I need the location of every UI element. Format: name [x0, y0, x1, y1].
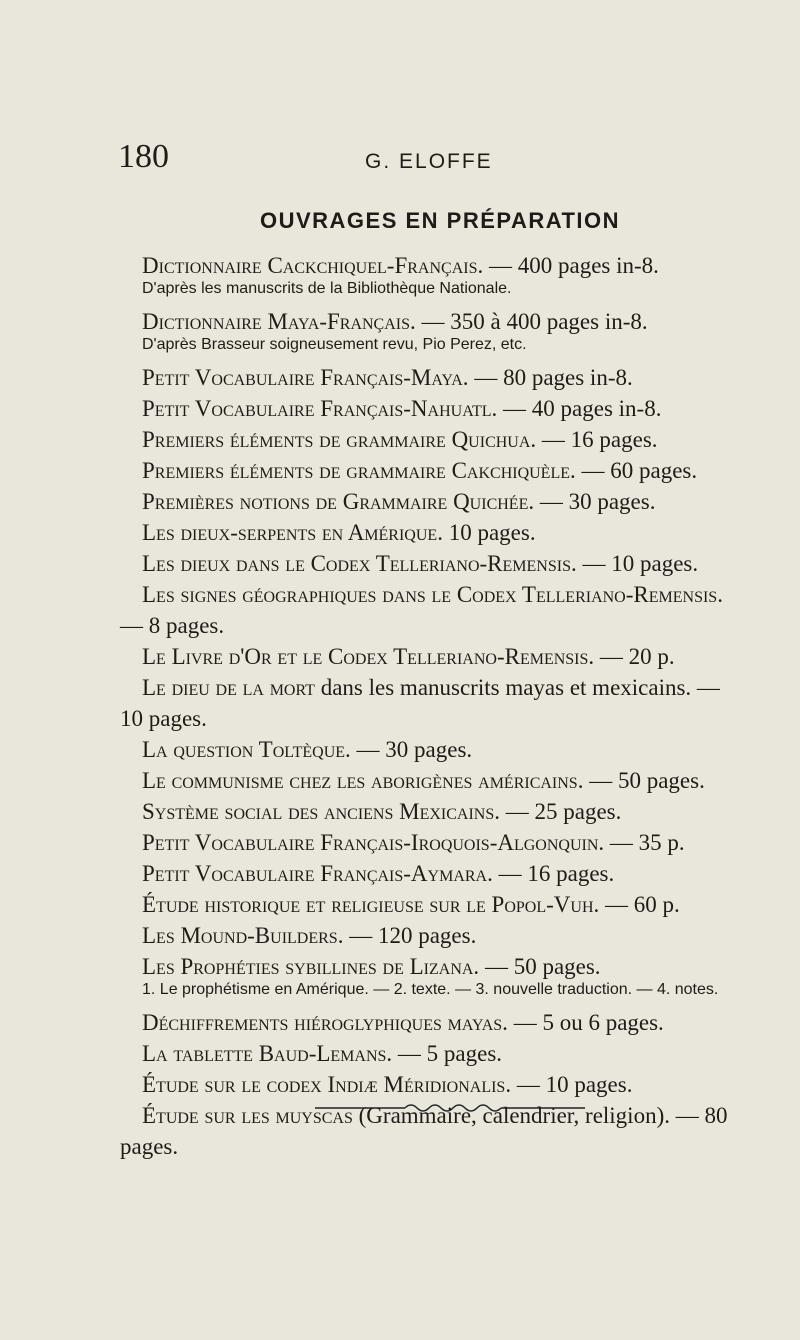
entry-detail: — 50 pages. [479, 954, 601, 979]
entry-16 [120, 827, 745, 858]
entry-22 [120, 1038, 745, 1069]
entry-title: Les Prophéties sybillines de Lizana. [142, 954, 480, 979]
entry-title: Dictionnaire Maya-Français. [142, 309, 416, 334]
entry-23 [120, 1069, 745, 1100]
entry-detail: — 60 pages. [575, 458, 698, 483]
entry-title: Étude sur le codex Indiæ Méridionalis. [142, 1072, 512, 1097]
entry-detail: — 80 pages in-8. [468, 365, 633, 390]
entry-detail: — 16 pages. [492, 861, 615, 886]
entry-detail: — 35 p. [604, 830, 685, 855]
entry-title: Les dieux dans le Codex Telleriano-Remensis. [142, 551, 577, 576]
entry-detail: — 30 pages. [350, 737, 473, 762]
entry-6 [120, 455, 745, 486]
entry-detail: — 20 p. [594, 644, 675, 669]
entry-detail: dans les manuscrits mayas et mexicains. — 10 pages. [120, 675, 720, 731]
entry-15 [120, 796, 745, 827]
entry-19 [120, 920, 745, 951]
entry-title: La tablette Baud-Lemans. [142, 1041, 393, 1066]
entry-title: La question Toltèque. [142, 737, 351, 762]
entry-title: Premiers éléments de grammaire Cakchiquèle. [142, 458, 576, 483]
entry-20 [120, 951, 745, 1001]
entry-title: Petit Vocabulaire Français-Maya. [142, 365, 469, 390]
entry-detail: — 10 pages. [511, 1072, 633, 1097]
entry-title: Petit Vocabulaire Français-Aymara. [142, 861, 493, 886]
entry-1 [120, 250, 745, 300]
entry-13 [120, 734, 745, 765]
entry-title: Le dieu de la mort [142, 675, 315, 700]
entry-detail: — 10 pages. [576, 551, 699, 576]
entry-12 [120, 672, 745, 734]
entry-8 [120, 517, 745, 548]
entry-detail: — 25 pages. [500, 799, 622, 824]
entry-title: Le communisme chez les aborigènes américains. [142, 768, 584, 793]
entry-detail: — 350 à 400 pages in-8. [415, 309, 648, 334]
entry-title: Les signes géographiques dans le Codex Telleriano-Remensis. [142, 582, 723, 607]
ornament-divider [315, 1100, 585, 1116]
entry-title: Premiers éléments de grammaire Quichua. [142, 427, 537, 452]
entry-detail: — 120 pages. [343, 923, 477, 948]
entry-detail: — 5 pages. [392, 1041, 503, 1066]
entry-detail: (Grammaire, calendrier, religion). — 80 pages. [120, 1103, 728, 1159]
entry-detail: — 400 pages in-8. [483, 253, 659, 278]
running-head: G. ELOFFE [365, 150, 493, 173]
entry-14 [120, 765, 745, 796]
entry-detail: — 16 pages. [536, 427, 658, 452]
entry-10 [120, 579, 745, 641]
page-number: 180 [118, 138, 169, 175]
entry-title: Les Mound-Builders. [142, 923, 344, 948]
entry-5 [120, 424, 745, 455]
entry-title: Déchiffrements hiéroglyphiques mayas. [142, 1010, 508, 1035]
entry-detail: — 30 pages. [534, 489, 656, 514]
entry-17 [120, 858, 745, 889]
entry-detail: — 8 pages. [120, 613, 225, 638]
entry-2 [120, 306, 745, 356]
entry-21 [120, 1007, 745, 1038]
entry-11 [120, 641, 745, 672]
entry-9 [120, 548, 745, 579]
entry-title: Premières notions de Grammaire Quichée. [142, 489, 535, 514]
entry-title: Étude sur les muyscas [142, 1103, 353, 1128]
entry-7 [120, 486, 745, 517]
entry-title: Dictionnaire Cackchiquel-Français. [142, 253, 484, 278]
entry-detail: — 40 pages in-8. [497, 396, 662, 421]
entry-note: D'après Brasseur soigneusement revu, Pio Perez, etc. [142, 336, 527, 353]
entry-detail: 10 pages. [442, 520, 536, 545]
entry-note: D'après les manuscrits de la Bibliothèque Nationale. [142, 280, 512, 297]
entry-list [120, 250, 745, 1162]
entry-detail: — 60 p. [599, 892, 680, 917]
entry-note: 1. Le prophétisme en Amérique. — 2. texte. — 3. nouvelle traduction. — 4. notes. [142, 981, 719, 998]
section-title: OUVRAGES EN PRÉPARATION [259, 208, 621, 233]
entry-detail: — 50 pages. [583, 768, 705, 793]
entry-title: Étude historique et religieuse sur le Popol-Vuh. [142, 892, 600, 917]
entry-18 [120, 889, 745, 920]
entry-title: Le Livre d'Or et le Codex Telleriano-Remensis. [142, 644, 595, 669]
entry-title: Petit Vocabulaire Français-Iroquois-Algonquin. [142, 830, 605, 855]
entry-detail: — 5 ou 6 pages. [507, 1010, 664, 1035]
entry-3 [120, 362, 745, 393]
entry-title: Petit Vocabulaire Français-Nahuatl. [142, 396, 498, 421]
entry-4 [120, 393, 745, 424]
entry-title: Les dieux-serpents en Amérique. [142, 520, 443, 545]
entry-title: Système social des anciens Mexicains. [142, 799, 500, 824]
